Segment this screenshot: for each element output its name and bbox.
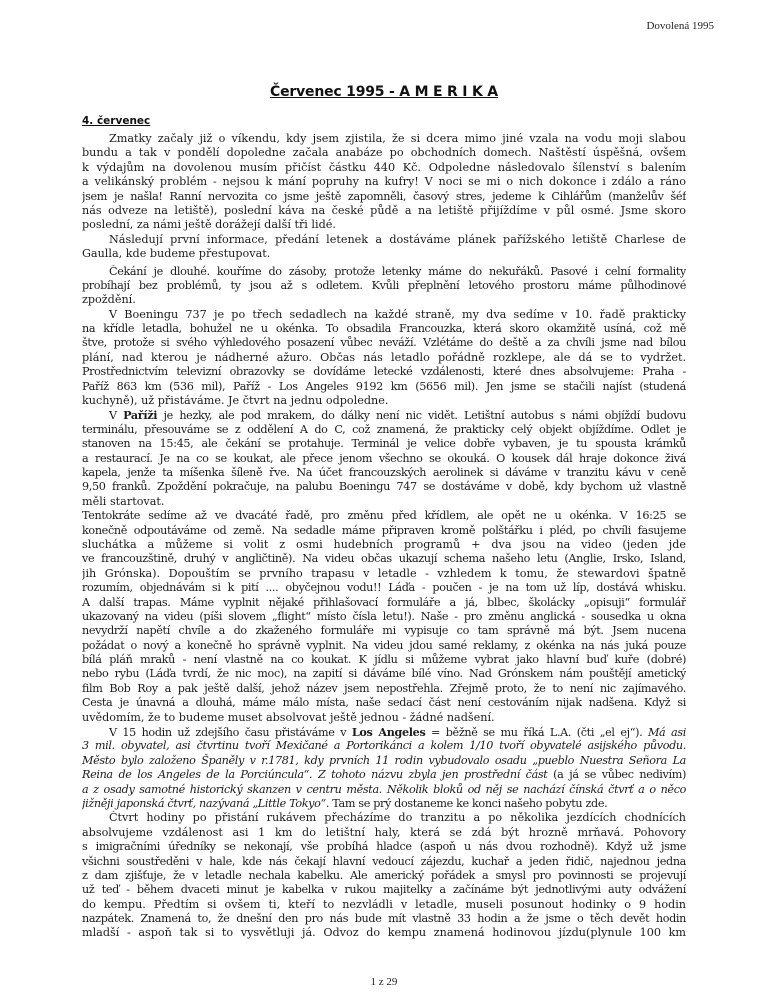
text-line: absolvujeme vzdálenost asi 1 km do letištní haly, která se zdá být hrozně mrňavá. Pohovory bbox=[82, 825, 686, 839]
text-line: mladší - aspoň tak si to vysvětluji já. Odvoz do kempu znamená hodinovou jízdu(plynule 100 km bbox=[82, 926, 686, 940]
italic-text: Má asi bbox=[647, 726, 686, 740]
text-line: Gaulla, kde budeme přestupovat. bbox=[82, 247, 271, 261]
text-line: 9,50 franků. Zpoždění pokračuje, na palubu Boeningu 747 se dostáváme v době, kdy bychom už vlastně bbox=[82, 480, 686, 494]
text-line: A další trapas. Máme vyplnit nějaké přihlašovací formuláře a já, blbec, školácky „opisuji“ formulář bbox=[82, 595, 686, 609]
text-line: požádat o nový a konečně ho správně vyplnit. Na videu jdou samé reklamy, z okénka na nás juká pouze bbox=[82, 638, 686, 652]
paragraph bbox=[82, 509, 686, 725]
text-line: už teď - během dvaceti minut je kabelka v rukou majitelky a začínáme být jednotlivými auty odvážení bbox=[82, 883, 686, 897]
text-line: konečně odpoutáváme od země. Na sedadle máme připraven kromě polštářku i pléd, po chvíli fasujeme bbox=[82, 523, 686, 537]
text-line: stanoven na 15:45, ale čekání se protahuje. Terminál je velice dobře vybaven, je tu spousta krámků bbox=[82, 437, 686, 451]
text-line: bundu a tak v pondělí dopoledne začala anabáze po obchodních domech. Naštěstí úspěšná, ovšem bbox=[82, 146, 686, 160]
line-suffix: je hezky, ale pod mrakem, do dálky není nic vidět. Letištní autobus s námi objíždí budovu bbox=[157, 409, 686, 423]
paragraph bbox=[82, 725, 686, 811]
text-line: plání, nad kterou je nádherné ažuro. Občas nás letadlo pořádně rozklepe, ale dá se to vydržet. bbox=[82, 350, 686, 364]
paragraph bbox=[82, 811, 686, 941]
italic-text: 3 mil. obyvatel, asi čtvrtinu tvoří Mexičané a Portorikánci a kolem 1/10 tvoří obyvatelé asijského původu. bbox=[82, 739, 686, 753]
text-line bbox=[82, 754, 686, 768]
line-tail: (a já se vůbec nedivím) bbox=[547, 768, 686, 782]
text-line: s imigračními úředníky se nekonají, vše probíhá hladce (aspoň u nás dvou rozhodně). Když už jsme bbox=[82, 840, 686, 854]
text-line: kuchyně), už přistáváme. Je čtvrt na jednu odpoledne. bbox=[82, 394, 389, 408]
paragraph bbox=[82, 265, 686, 308]
text-line: Čtvrt hodiny po přistání rukávem přecházíme do tranzitu a po několika jezdících chodnících bbox=[109, 811, 686, 825]
paragraph bbox=[82, 233, 686, 262]
text-line: Cesta je únavná a dlouhá, máme málo místa, naše sedací část není cestováním nijak nadšena. Když si bbox=[82, 696, 686, 710]
line-tail: . Tam se prý dostaneme ke konci našeho pobytu zde. bbox=[325, 796, 608, 810]
text-line: z dam zjišťuje, že v letadle nechala kabelku. Ale americký pořádek a smysl pro povinnosti se projevují bbox=[82, 868, 686, 882]
running-header: Dovolená 1995 bbox=[646, 20, 714, 32]
text-line: k výdajům na dovolenou musím přičíst částku 440 Kč. Odpoledne následovalo šílenství s balením bbox=[82, 160, 686, 174]
bold-place-name: Paříži bbox=[123, 408, 158, 423]
page-title: Červenec 1995 - A M E R I K A bbox=[270, 84, 498, 100]
text-line: měli startovat. bbox=[82, 494, 165, 508]
paragraph bbox=[82, 408, 686, 509]
text-line: Paříž 863 km (536 mil), Paříž - Los Angeles 9192 km (5656 mil). Jen jsme se stačili najíst (studená bbox=[82, 379, 686, 393]
text-line: nás odveze na letiště), poslední káva na české půdě a na letiště přijíždíme v půl osmé. Jsme skoro bbox=[82, 203, 686, 217]
text-line bbox=[82, 725, 686, 739]
text-line: bílá pláň mraků - není vlastně na co koukat. K jídlu si můžeme vybrat jako hlavní buď kuře (dobré) bbox=[82, 653, 686, 667]
text-line: probíhají bez problémů, ty jsou až s odletem. Kvůli přeplnění letového prostoru máme půlhodinové bbox=[82, 278, 686, 292]
text-line: nazpátek. Znamená to, že dnešní den pro nás bude mít vlastně 33 hodin a že jsme o těch devět hodin bbox=[82, 912, 686, 926]
text-line: a velikánský problém - nejsou k mání popruhy na kufry! V noci se mi o nich dokonce i zdálo a ráno bbox=[82, 175, 686, 189]
text-line: nebo rybu (Láďa tvrdí, že nic moc), na zapití si dáváme bílé víno. Nad Grónskem nám pouštějí ametický bbox=[82, 667, 686, 681]
text-line: zpoždění. bbox=[82, 293, 136, 307]
italic-text: a z osady samotné historický skanzen v centru města. Několik bloků od něj se nachází čínská čtvrť a o něco bbox=[82, 782, 686, 796]
line-prefix: V bbox=[109, 409, 124, 423]
text-line: terminálu, přesouváme se z oddělení A do C, což znamená, že prakticky celý objekt objíždíme. Odlet je bbox=[82, 422, 686, 436]
text-line: a restaurací. Je na co se koukat, ale přece jenom všechno se okouká. O kousek dál hraje dokonce živá bbox=[82, 451, 686, 465]
text-line: kapela, jenže ta míšenka šíleně řve. Na účet francouzských aerolinek si dáváme v tranzitu kávu v ceně bbox=[82, 465, 686, 479]
body-text bbox=[82, 132, 686, 941]
text-line: ve francouzštině, druhý v angličtině). Na videu občas ukazují schema našeho letu (Anglie, Irsko, Island, bbox=[82, 552, 686, 566]
text-line bbox=[82, 768, 686, 782]
text-line: Zmatky začaly již o víkendu, kdy jsem zjistila, že si dcera mimo jiné vzala na vodu moji slabou bbox=[109, 132, 686, 145]
text-line: do kempu. Předtím si ovšem ti, kteří to nezvládli v letadle, museli posunout hodinky o 9 hodin bbox=[82, 897, 686, 911]
text-line bbox=[82, 739, 686, 753]
text-line: jsem je našla! Ranní nervozita co jsme ještě zapomněli, časový stres, jedeme k Cihlářům (manželův šéf bbox=[82, 189, 686, 203]
text-line: Následují první informace, předání letenek a dostáváme plánek pařížského letiště Charlese de bbox=[109, 232, 686, 246]
text-line: štve, protože si svého výhledového posazení vůbec neváží. Vzlétáme do deště a za chvíli jsme nad bílou bbox=[82, 336, 686, 350]
text-line: V Boeningu 737 je po třech sedadlech na každé straně, my dva sedíme v 10. řadě prakticky bbox=[109, 307, 686, 321]
text-line bbox=[82, 797, 686, 811]
page-number: 1 z 29 bbox=[370, 976, 398, 988]
text-line: Prostřednictvím televizní obrazovky se dovídáme letecké vzdálenosti, které dnes absolvujeme: Praha - bbox=[82, 365, 686, 379]
line-prefix: V 15 hodin už zdejšího času přistáváme v bbox=[109, 726, 352, 740]
text-line: ukazovaný na videu (píši slovem „flight“ místo čísla letu!). Naše - pro změnu anglická - sousedka u okna bbox=[82, 609, 686, 623]
text-line: film Bob Roy a pak ještě další, jehož název jsem nepostřehla. Zřejmě proto, že to není nic zajímavého. bbox=[82, 681, 686, 695]
text-line bbox=[82, 783, 686, 797]
text-line: sluchátka a můžeme si volit z osmi hudebních programů + dva jsou na video (jeden jde bbox=[82, 537, 686, 551]
italic-text: Reina de los Angeles de la Porciúncula“. Z tohoto názvu zbyla jen prostřední část bbox=[82, 768, 548, 782]
text-line bbox=[82, 408, 686, 422]
text-line: všichni soustředěni v hale, kde nás čekají hlavní vedoucí zájezdu, kuchař a jeden řidič, najednou jedna bbox=[82, 854, 686, 868]
text-line: rozumím, objednávám si k pití .... obyčejnou vodu!! Láďa - poučen - je na tom už líp, dostává whisku. bbox=[82, 581, 686, 595]
paragraph bbox=[82, 308, 686, 409]
paragraph bbox=[82, 132, 686, 233]
italic-text: Město bylo založeno Španěly v r.1781, kdy prvních 11 rodin vybudovalo osadu „pueblo Nuestra Señora La bbox=[82, 753, 686, 767]
italic-text: jižněji japonská čtvrť, nazývaná „Little Tokyo“ bbox=[82, 796, 326, 810]
text-line: na křídle letadla, bohužel ne u okénka. To obsadila Francouzka, která skoro okamžitě usíná, což mě bbox=[82, 322, 686, 336]
text-line: jih Grónska). Dopouštím se prvního trapasu v letadle - vzhledem k tomu, že stewardovi špatně bbox=[82, 566, 686, 580]
section-date-heading: 4. červenec bbox=[82, 115, 151, 127]
bold-place-name: Los Angeles bbox=[351, 725, 426, 740]
text-line: Tentokráte sedíme až ve dvacáté řadě, pro změnu před křídlem, ale opět ne u okénka. V 16:25 se bbox=[82, 509, 686, 523]
text-line: nevydrží napětí chvíle a do zkaženého formuláře mi vypisuje co tam správně má být. Jsem nucena bbox=[82, 624, 686, 638]
line-middle: = běžně se mu říká L.A. (čti „el ej“). bbox=[425, 726, 648, 740]
text-line: Čekání je dlouhé. kouříme do zásoby, protože letenky máme do nekuřáků. Pasové i celní formality bbox=[109, 264, 686, 278]
text-line: poslední, za námi ještě dorážejí další tři lidé. bbox=[82, 218, 336, 232]
text-line: uvědomím, že to budeme muset absolvovat ještě jednou - žádné nadšení. bbox=[82, 710, 495, 724]
